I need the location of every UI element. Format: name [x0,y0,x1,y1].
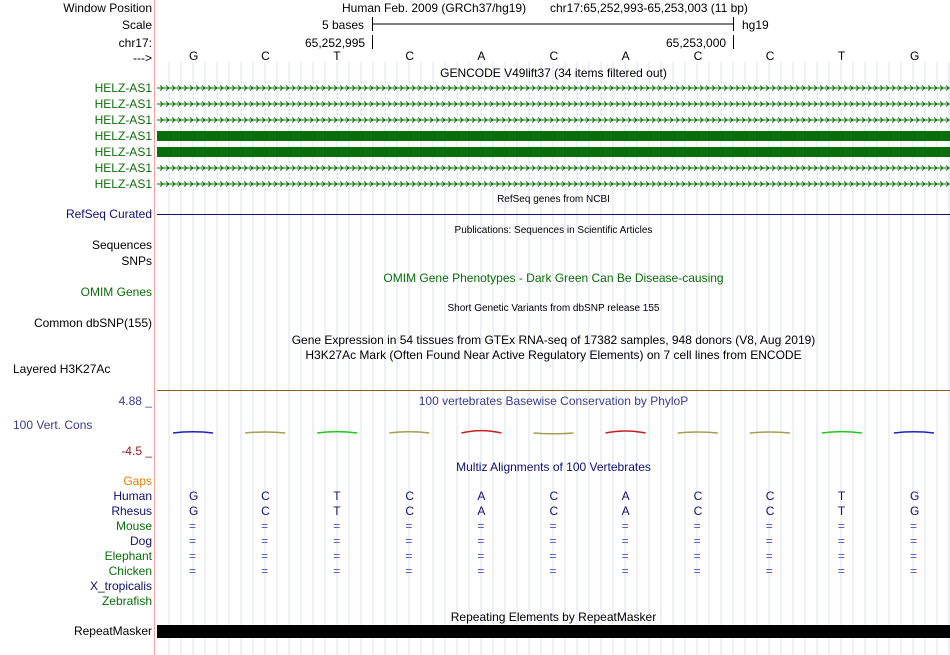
multiz-base: = [765,534,773,548]
multiz-base: = [189,519,197,533]
multiz-base: = [621,564,629,578]
multiz-base: A [621,489,630,503]
multiz-base: = [477,519,485,533]
multiz-base: C [549,489,559,503]
multiz-base: C [765,489,775,503]
multiz-species-label[interactable]: Chicken [108,564,152,578]
multiz-base: = [693,564,701,578]
multiz-base: A [477,504,486,518]
scale-label: Scale [121,18,152,32]
multiz-base: = [189,549,197,563]
base-letter: C [405,49,414,63]
gencode-exon-block [157,131,950,141]
multiz-base: C [261,489,270,503]
multiz-species-label[interactable]: Elephant [104,549,152,563]
multiz-base: C [405,489,414,503]
multiz-base: = [693,519,701,533]
multiz-base: = [765,564,773,578]
multiz-base: G [909,489,920,503]
multiz-base: T [333,504,341,518]
multiz-species-label[interactable]: X_tropicalis [89,579,152,593]
multiz-base: C [693,489,703,503]
gtex-title: Gene Expression in 54 tissues from GTEx RNA-seq of 17382 samples, 948 donors (V8, Aug 2019) [291,333,816,347]
multiz-species-label[interactable]: Mouse [115,519,152,533]
dbsnp-label[interactable]: Common dbSNP(155) [33,316,152,330]
position-readout: chr17:65,252,993-65,253,003 (11 bp) [550,1,748,15]
multiz-species-label[interactable]: Human [113,489,152,503]
multiz-base: = [261,519,269,533]
multiz-base: G [189,504,199,518]
base-letter: C [693,49,703,63]
scale-bar-text: 5 bases [322,18,365,32]
base-letter: C [261,49,270,63]
multiz-base: = [189,534,197,548]
multiz-base: = [405,534,413,548]
multiz-base: = [909,549,917,563]
gencode-track-label[interactable]: HELZ-AS1 [94,161,152,175]
gaps-label[interactable]: Gaps [123,474,152,488]
base-letter: T [333,49,341,63]
gencode-title: GENCODE V49lift37 (34 items filtered out) [440,66,667,80]
conservation-ymin: -4.5 _ [121,444,152,458]
multiz-base: C [693,504,703,518]
multiz-base: = [693,534,701,548]
multiz-base: = [549,519,557,533]
publications-title: Publications: Sequences in Scientific Articles [454,225,653,236]
multiz-base: = [549,549,557,563]
refseq-title: RefSeq genes from NCBI [497,194,610,205]
conservation-mark [750,432,790,433]
multiz-base: T [837,504,846,518]
dbsnp-title: Short Genetic Variants from dbSNP release 155 [447,303,660,314]
h3k27ac-label[interactable]: Layered H3K27Ac [13,362,111,376]
multiz-base: = [765,519,773,533]
multiz-base: = [333,534,341,548]
conservation-mark [678,432,718,433]
multiz-base: = [477,564,485,578]
base-letter: T [837,49,846,63]
multiz-base: = [837,534,845,548]
multiz-base: T [333,489,341,503]
gencode-track-label[interactable]: HELZ-AS1 [94,145,152,159]
base-letter: C [765,49,775,63]
multiz-base: = [909,519,917,533]
assembly-tag: hg19 [742,18,769,32]
multiz-base: = [621,519,629,533]
multiz-base: = [621,534,629,548]
omim-title: OMIM Gene Phenotypes - Dark Green Can Be Disease-causing [383,271,724,285]
gencode-exon-block [157,147,950,157]
base-letter: C [549,49,559,63]
multiz-base: = [909,534,917,548]
repeatmasker-title: Repeating Elements by RepeatMasker [450,610,657,624]
coord-left: 65,252,995 [305,36,366,50]
multiz-base: T [837,489,846,503]
multiz-base: = [261,534,269,548]
multiz-base: A [477,489,486,503]
repeatmasker-label[interactable]: RepeatMasker [73,624,152,638]
multiz-base: = [837,549,845,563]
conservation-title: 100 vertebrates Basewise Conservation by PhyloP [418,394,689,408]
multiz-base: = [909,564,917,578]
multiz-base: = [765,549,773,563]
multiz-species-label[interactable]: Dog [129,534,152,548]
multiz-base: = [261,564,269,578]
multiz-base: = [549,534,557,548]
multiz-base: = [837,564,845,578]
omim-label[interactable]: OMIM Genes [80,285,152,299]
multiz-base: = [693,549,701,563]
repeatmasker-bar [157,625,950,638]
assembly-title: Human Feb. 2009 (GRCh37/hg19) [342,1,527,15]
multiz-base: = [549,564,557,578]
gencode-track-label[interactable]: HELZ-AS1 [94,129,152,143]
multiz-base: = [477,549,485,563]
gencode-track-label[interactable]: HELZ-AS1 [94,177,152,191]
strand-label: ---> [133,51,152,65]
base-letter: G [909,49,920,63]
chrom-label: chr17: [118,36,152,50]
gencode-track-label[interactable]: HELZ-AS1 [94,113,152,127]
multiz-species-label[interactable]: Zebrafish [101,594,152,608]
base-letter: A [621,49,630,63]
gencode-track-label[interactable]: HELZ-AS1 [94,81,152,95]
multiz-base: A [621,504,630,518]
multiz-base: = [333,549,341,563]
multiz-base: = [405,519,413,533]
multiz-base: C [765,504,775,518]
multiz-base: G [189,489,199,503]
base-letter: A [477,49,486,63]
multiz-base: C [549,504,559,518]
conservation-mark [894,432,934,433]
gencode-track-label[interactable]: HELZ-AS1 [94,97,152,111]
conservation-ymax: 4.88 _ [118,394,152,408]
conservation-mark [822,432,862,433]
multiz-base: = [333,564,341,578]
conservation-mark [534,433,574,434]
multiz-species-label[interactable]: Rhesus [111,504,152,518]
multiz-base: C [261,504,270,518]
window-position-label: Window Position [63,1,152,15]
multiz-base: = [333,519,341,533]
multiz-base: = [837,519,845,533]
multiz-base: = [405,564,413,578]
refseq-label[interactable]: RefSeq Curated [65,207,152,221]
multiz-base: G [909,504,920,518]
multiz-base: = [477,534,485,548]
base-letter: G [189,49,199,63]
multiz-title: Multiz Alignments of 100 Vertebrates [456,460,651,474]
multiz-base: C [405,504,414,518]
publications-label-snps[interactable]: SNPs [121,254,152,268]
multiz-base: = [261,549,269,563]
h3k27ac-title: H3K27Ac Mark (Often Found Near Active Regulatory Elements) on 7 cell lines from ENCODE [305,348,802,362]
publications-label-sequences[interactable]: Sequences [91,238,152,252]
multiz-base: = [621,549,629,563]
coord-right: 65,253,000 [666,36,727,50]
multiz-base: = [405,549,413,563]
conservation-label[interactable]: 100 Vert. Cons [13,418,93,432]
conservation-mark [606,431,646,433]
multiz-base: = [189,564,197,578]
